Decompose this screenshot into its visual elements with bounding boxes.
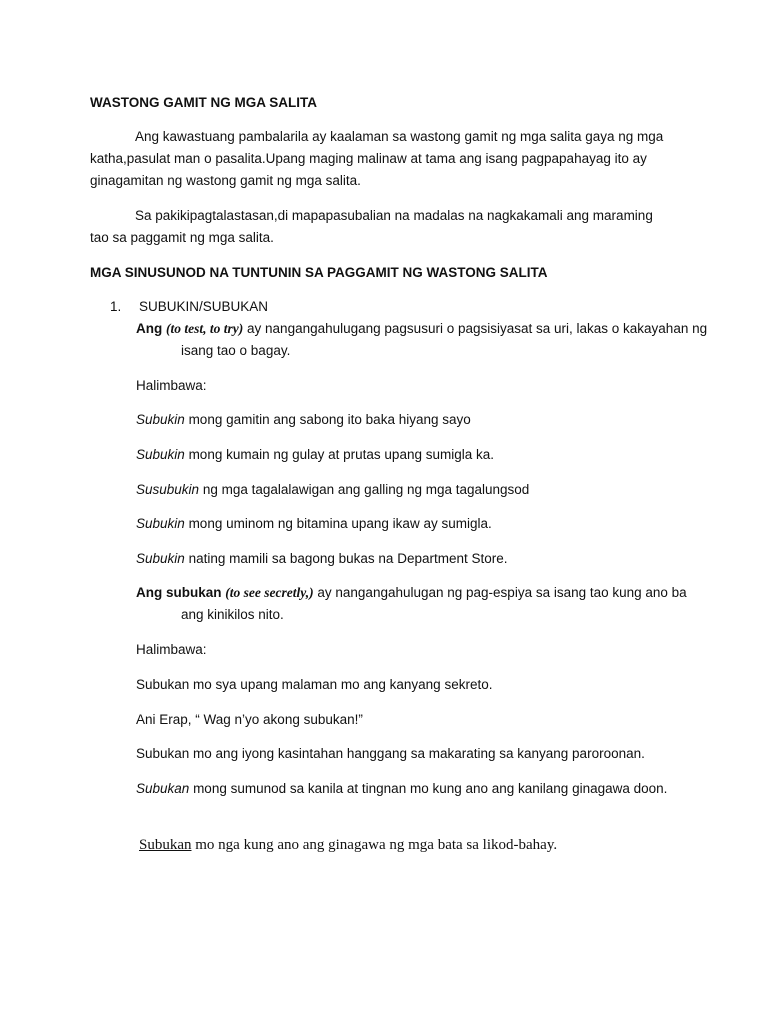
example-line: Ani Erap, “ Wag n’yo akong subukan!”: [136, 712, 363, 727]
definition-gloss: (to see secretly,): [225, 585, 314, 600]
definition-text: ay nangangahulugan ng pag-espiya sa isang tao kung ano ba ang kinikilos nito.: [181, 585, 687, 622]
list-item-label: SUBUKIN/SUBUKAN: [139, 299, 269, 314]
intro-paragraph-2: Sa pakikipagtalastasan,di mapapasubalian na madalas na nagkakamali ang maraming tao sa paggamit ng mga salita.: [90, 208, 653, 245]
example-line: [136, 409, 666, 431]
definition-gloss: (to test, to try): [166, 321, 244, 336]
example-line: [136, 778, 711, 800]
definition-subukin: [136, 318, 711, 362]
example-text: mo nga kung ano ang ginagawa ng mga bata sa likod-bahay.: [195, 837, 558, 853]
example-line: [136, 513, 666, 535]
intro-paragraph-1: Ang kawastuang pambalarila ay kaalaman sa wastong gamit ng mga salita gaya ng mga katha,pasulat man o pasalita.Upang maging malinaw at tama ang isang pagpapahayag ito ay ginagamitan ng wastong gamit ng mga salita.: [90, 129, 664, 188]
example-text: ng mga tagalalawigan ang galling ng mga tagalungsod: [202, 482, 530, 497]
section-heading: MGA SINUSUNOD NA TUNTUNIN SA PAGGAMIT NG WASTONG SALITA: [90, 265, 548, 280]
example-keyword: Subukan: [139, 837, 192, 853]
example-label: Halimbawa:: [136, 378, 207, 393]
example-keyword: Subukin: [136, 447, 185, 462]
example-line: Subukan mo ang iyong kasintahan hanggang sa makarating sa kanyang paroroonan.: [136, 746, 645, 761]
example-text: nating mamili sa bagong bukas na Department Store.: [188, 551, 508, 566]
definition-lead: Ang subukan: [136, 585, 222, 600]
example-keyword: Susubukin: [136, 482, 200, 497]
list-number: 1.: [110, 299, 122, 314]
list-item-1-heading: [110, 296, 690, 318]
example-line: [136, 479, 666, 501]
example-line-final: [139, 834, 699, 856]
example-label: Halimbawa:: [136, 642, 207, 657]
definition-text: ay nangangahulugang pagsusuri o pagsisiyasat sa uri, lakas o kakayahan ng isang tao o bagay.: [181, 321, 708, 358]
example-keyword: Subukan: [136, 781, 190, 796]
example-line: Subukan mo sya upang malaman mo ang kanyang sekreto.: [136, 677, 493, 692]
example-line: [136, 548, 666, 570]
example-text: mong uminom ng bitamina upang ikaw ay sumigla.: [188, 516, 492, 531]
example-text: mong kumain ng gulay at prutas upang sumigla ka.: [188, 447, 494, 462]
definition-subukan: [136, 582, 711, 626]
definition-lead: Ang: [136, 321, 163, 336]
example-keyword: Subukin: [136, 516, 185, 531]
example-text: mong sumunod sa kanila at tingnan mo kung ano ang kanilang ginagawa doon.: [193, 781, 668, 796]
example-line: [136, 444, 666, 466]
example-text: mong gamitin ang sabong ito baka hiyang sayo: [188, 412, 471, 427]
example-keyword: Subukin: [136, 551, 185, 566]
document-title: WASTONG GAMIT NG MGA SALITA: [90, 95, 317, 110]
example-keyword: Subukin: [136, 412, 185, 427]
